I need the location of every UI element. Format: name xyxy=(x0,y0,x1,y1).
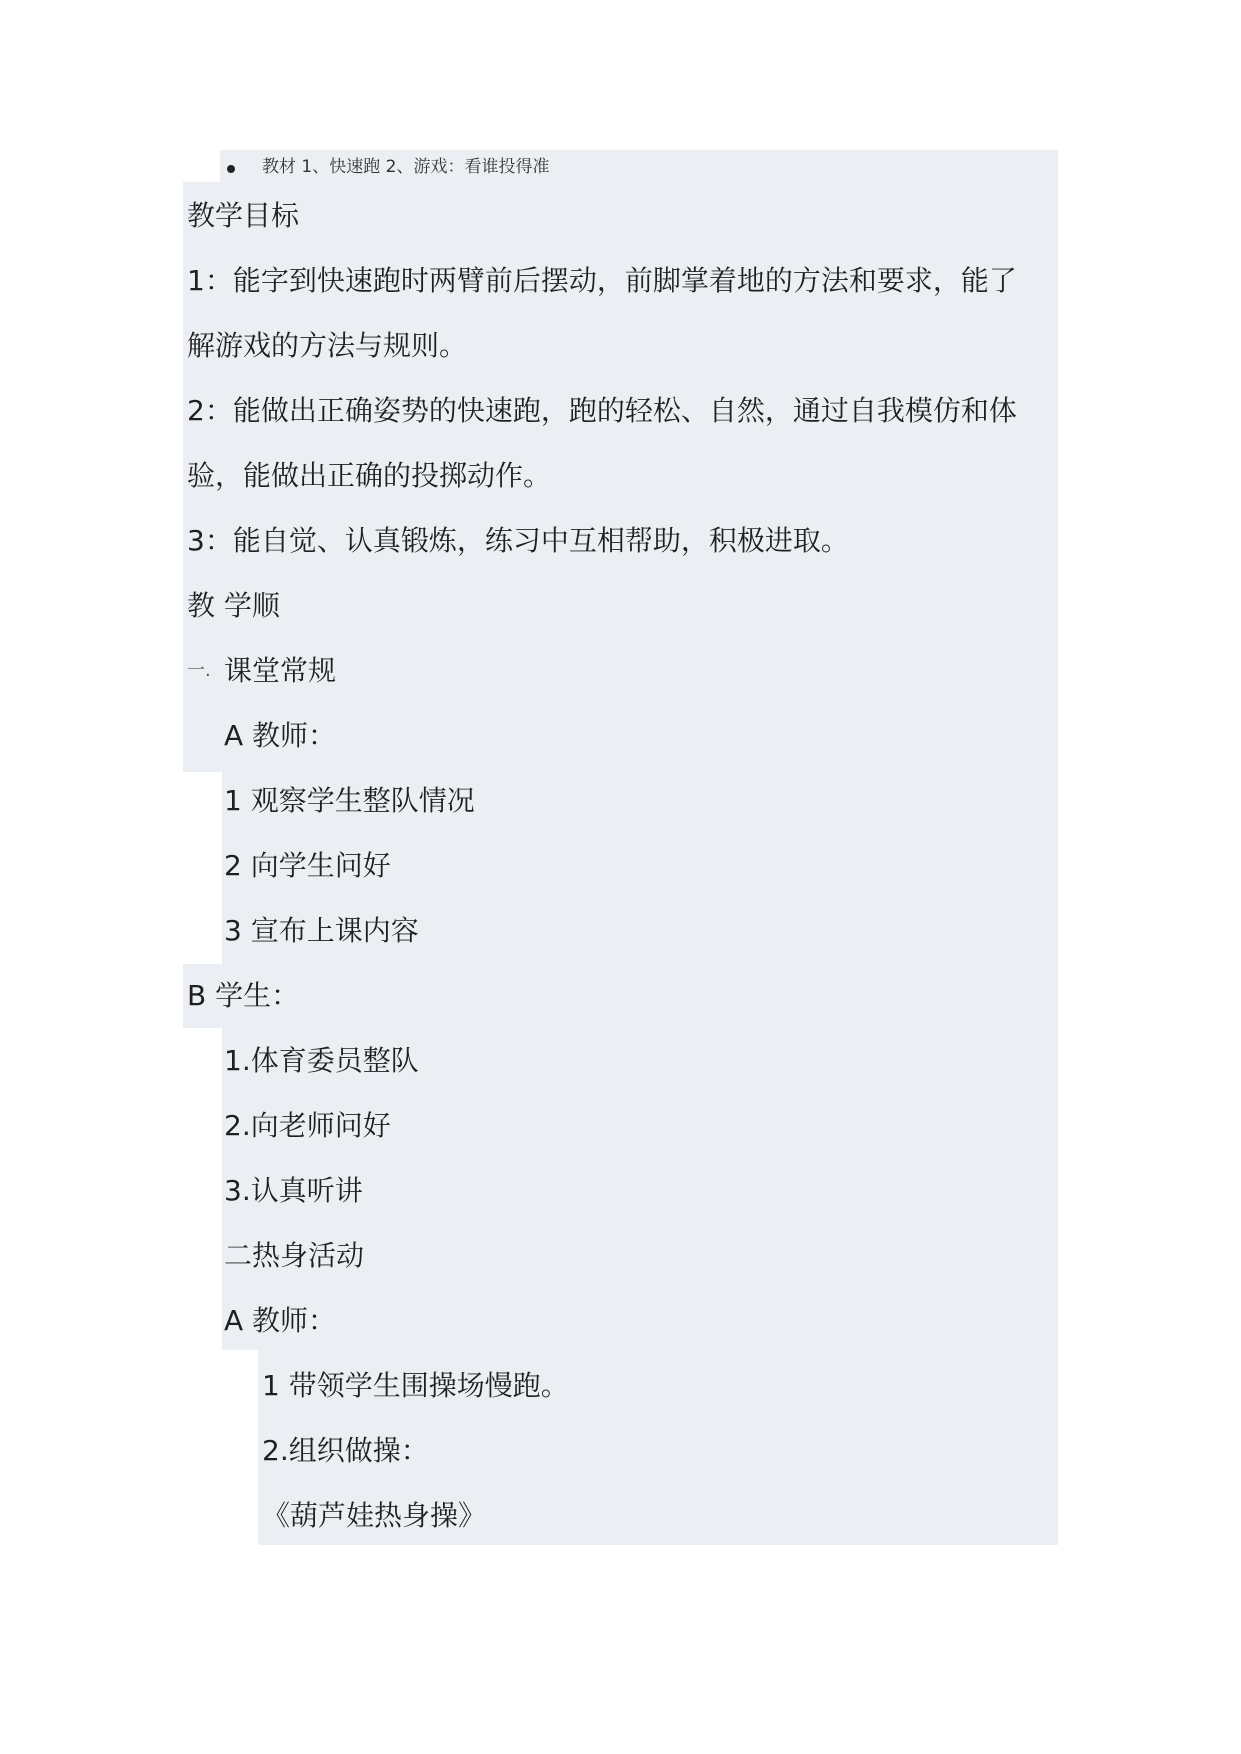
student-label: B 学生： xyxy=(187,979,300,1012)
objective-1-line-2: 解游戏的方法与规则。 xyxy=(187,329,468,362)
student-item: 3.认真听讲 xyxy=(224,1174,363,1207)
objective-2-line-2: 验，能做出正确的投掷动作。 xyxy=(187,459,552,492)
teacher-label: A 教师： xyxy=(224,719,337,752)
material-line: 教材 1、快速跑 2、游戏：看谁投得准 xyxy=(262,157,550,177)
teacher-item: 3 宣布上课内容 xyxy=(224,914,419,947)
bullet-icon xyxy=(227,165,235,173)
objectives-title: 教学目标 xyxy=(187,199,300,232)
teacher-label: A 教师： xyxy=(224,1304,337,1337)
section-1-title: 课堂常规 xyxy=(224,654,337,687)
student-item: 1.体育委员整队 xyxy=(224,1044,419,1077)
exercise-name: 《葫芦娃热身操》 xyxy=(262,1499,487,1532)
objective-3: 3：能自觉、认真锻炼，练习中互相帮助，积极进取。 xyxy=(187,524,849,557)
teacher-item: 1 观察学生整队情况 xyxy=(224,784,475,817)
section-1-marker: 一. xyxy=(187,660,211,681)
teacher-item: 2 向学生问好 xyxy=(224,849,391,882)
teacher-item: 1 带领学生围操场慢跑。 xyxy=(262,1369,569,1402)
highlight-block xyxy=(183,964,1058,1028)
order-title: 教 学顺 xyxy=(187,589,280,622)
section-2-title: 二热身活动 xyxy=(224,1239,365,1272)
objective-2-line-1: 2：能做出正确姿势的快速跑，跑的轻松、自然，通过自我模仿和体 xyxy=(187,394,1017,427)
objective-1-line-1: 1：能字到快速跑时两臂前后摆动，前脚掌着地的方法和要求，能了 xyxy=(187,264,1017,297)
teacher-item: 2.组织做操： xyxy=(262,1434,429,1467)
student-item: 2.向老师问好 xyxy=(224,1109,391,1142)
